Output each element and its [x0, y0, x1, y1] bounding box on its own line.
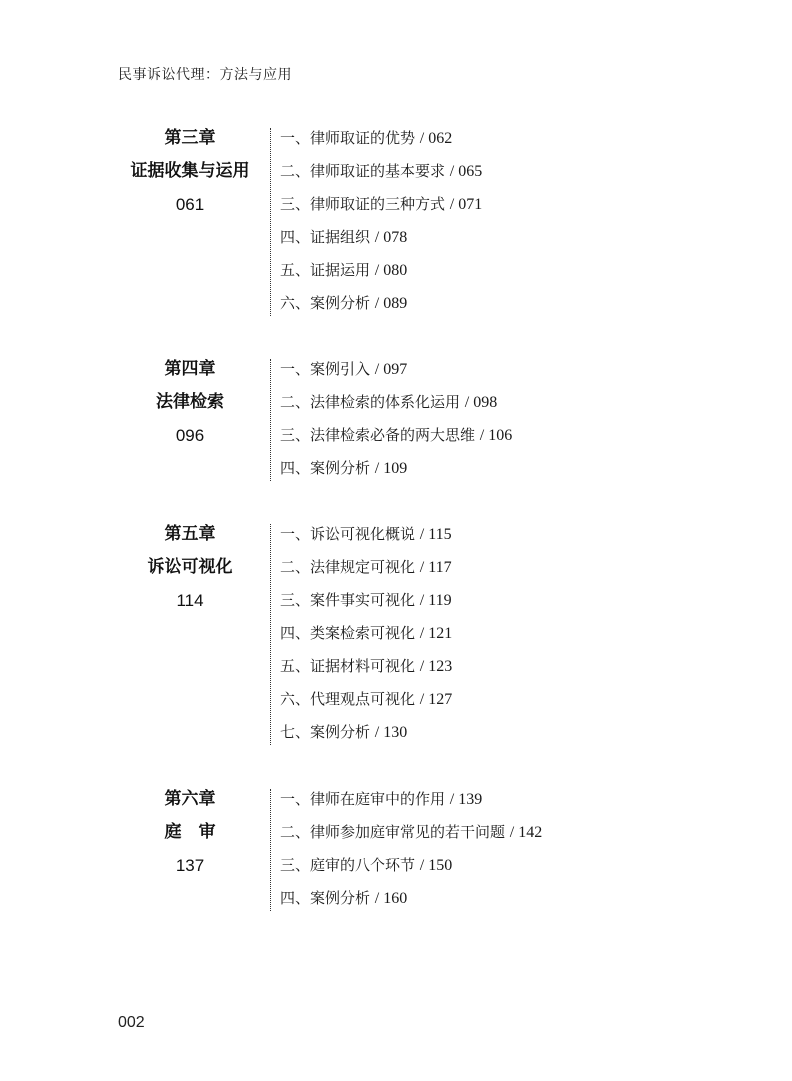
dotted-divider: [270, 359, 271, 481]
toc-entry-text: 四、证据组织: [280, 228, 371, 246]
chapter-heading: [100, 353, 280, 452]
toc-entry-text: 三、律师取证的三种方式: [280, 195, 446, 213]
toc-entry-text: 三、法律检索必备的两大思维: [280, 426, 476, 444]
toc-entry-text: 三、案件事实可视化: [280, 591, 416, 609]
dotted-divider: [270, 789, 271, 911]
toc-entry[interactable]: [280, 882, 542, 915]
toc-entry-page: / 106: [479, 427, 513, 444]
chapter-label: 第四章: [164, 359, 216, 379]
toc-entry-page: / 119: [419, 592, 452, 609]
toc-entry[interactable]: [280, 419, 512, 452]
toc-entry[interactable]: [280, 254, 482, 287]
toc-entry-text: 四、案例分析: [280, 459, 371, 477]
toc-entry-page: / 109: [374, 460, 408, 477]
chapter-label: 第六章: [164, 789, 216, 809]
dotted-divider: [270, 524, 271, 745]
toc-entry[interactable]: [280, 287, 482, 320]
toc-entry[interactable]: [280, 155, 482, 188]
toc-entry[interactable]: [280, 221, 482, 254]
toc-entry-page: / 130: [374, 724, 408, 741]
toc-entry-text: 二、法律检索的体系化运用: [280, 393, 461, 411]
toc-entry-text: 六、代理观点可视化: [280, 690, 416, 708]
chapter-start-page: 096: [175, 426, 205, 445]
toc-entry-text: 一、律师在庭审中的作用: [280, 790, 446, 808]
toc-entry-text: 一、律师取证的优势: [280, 129, 416, 147]
running-head: 民事诉讼代理：方法与应用: [118, 67, 292, 83]
chapter-title: 证据收集与运用: [130, 161, 250, 181]
toc-entry-text: 三、庭审的八个环节: [280, 856, 416, 874]
toc-entry-page: / 071: [449, 196, 483, 213]
toc-entry-text: 二、律师取证的基本要求: [280, 162, 446, 180]
toc-entry-page: / 097: [374, 361, 408, 378]
toc-entry[interactable]: [280, 617, 452, 650]
toc-entry-page: / 080: [374, 262, 408, 279]
chapter-start-page: 137: [175, 856, 205, 875]
toc-entry[interactable]: [280, 849, 542, 882]
toc-entry[interactable]: [280, 353, 512, 386]
toc-entry-page: / 121: [419, 625, 453, 642]
chapter-heading: [100, 518, 280, 617]
chapter-start-page: 114: [176, 591, 204, 610]
toc-entry-text: 五、证据运用: [280, 261, 371, 279]
toc-entry[interactable]: [280, 716, 452, 749]
toc-entry-page: / 062: [419, 130, 453, 147]
chapter-heading: [100, 122, 280, 221]
toc-entry-list: [280, 518, 452, 749]
toc-entry[interactable]: [280, 683, 452, 716]
toc-entry-page: / 142: [509, 824, 543, 841]
toc-entry-page: / 139: [449, 791, 483, 808]
toc-entry-list: [280, 353, 512, 485]
chapter-heading: [100, 783, 280, 882]
toc-entry-page: / 123: [419, 658, 453, 675]
chapter-label: 第五章: [164, 524, 216, 544]
toc-entry-list: [280, 783, 542, 915]
toc-entry[interactable]: [280, 783, 542, 816]
toc-entry-page: / 078: [374, 229, 408, 246]
chapter-start-page: 061: [175, 195, 205, 214]
toc-entry-page: / 089: [374, 295, 408, 312]
toc-entry-page: / 115: [419, 526, 452, 543]
toc-entry-page: / 117: [419, 559, 452, 576]
toc-entry[interactable]: [280, 584, 452, 617]
toc-entry-page: / 098: [464, 394, 498, 411]
page-number: 002: [118, 1014, 145, 1031]
toc-entry[interactable]: [280, 452, 512, 485]
toc-entry-text: 一、诉讼可视化概说: [280, 525, 416, 543]
toc-entry-text: 一、案例引入: [280, 360, 371, 378]
toc-entry[interactable]: [280, 816, 542, 849]
chapter-title: 庭 审: [164, 822, 216, 842]
toc-entry-text: 六、案例分析: [280, 294, 371, 312]
chapter-label: 第三章: [164, 128, 216, 148]
toc-entry[interactable]: [280, 650, 452, 683]
chapter-title: 诉讼可视化: [147, 557, 233, 577]
toc-entry-page: / 160: [374, 890, 408, 907]
toc-entry-text: 四、案例分析: [280, 889, 371, 907]
toc-entry[interactable]: [280, 551, 452, 584]
chapter-title: 法律检索: [156, 392, 224, 412]
toc-entry-text: 二、法律规定可视化: [280, 558, 416, 576]
toc-entry-text: 四、类案检索可视化: [280, 624, 416, 642]
toc-entry-text: 五、证据材料可视化: [280, 657, 416, 675]
toc-entry[interactable]: [280, 188, 482, 221]
toc-entry-text: 七、案例分析: [280, 723, 371, 741]
toc-entry[interactable]: [280, 122, 482, 155]
toc-entry-text: 二、律师参加庭审常见的若干问题: [280, 823, 506, 841]
dotted-divider: [270, 128, 271, 316]
toc-entry[interactable]: [280, 386, 512, 419]
toc-entry-page: / 065: [449, 163, 483, 180]
toc-entry-page: / 150: [419, 857, 453, 874]
toc-entry-page: / 127: [419, 691, 453, 708]
toc-entry[interactable]: [280, 518, 452, 551]
toc-entry-list: [280, 122, 482, 320]
